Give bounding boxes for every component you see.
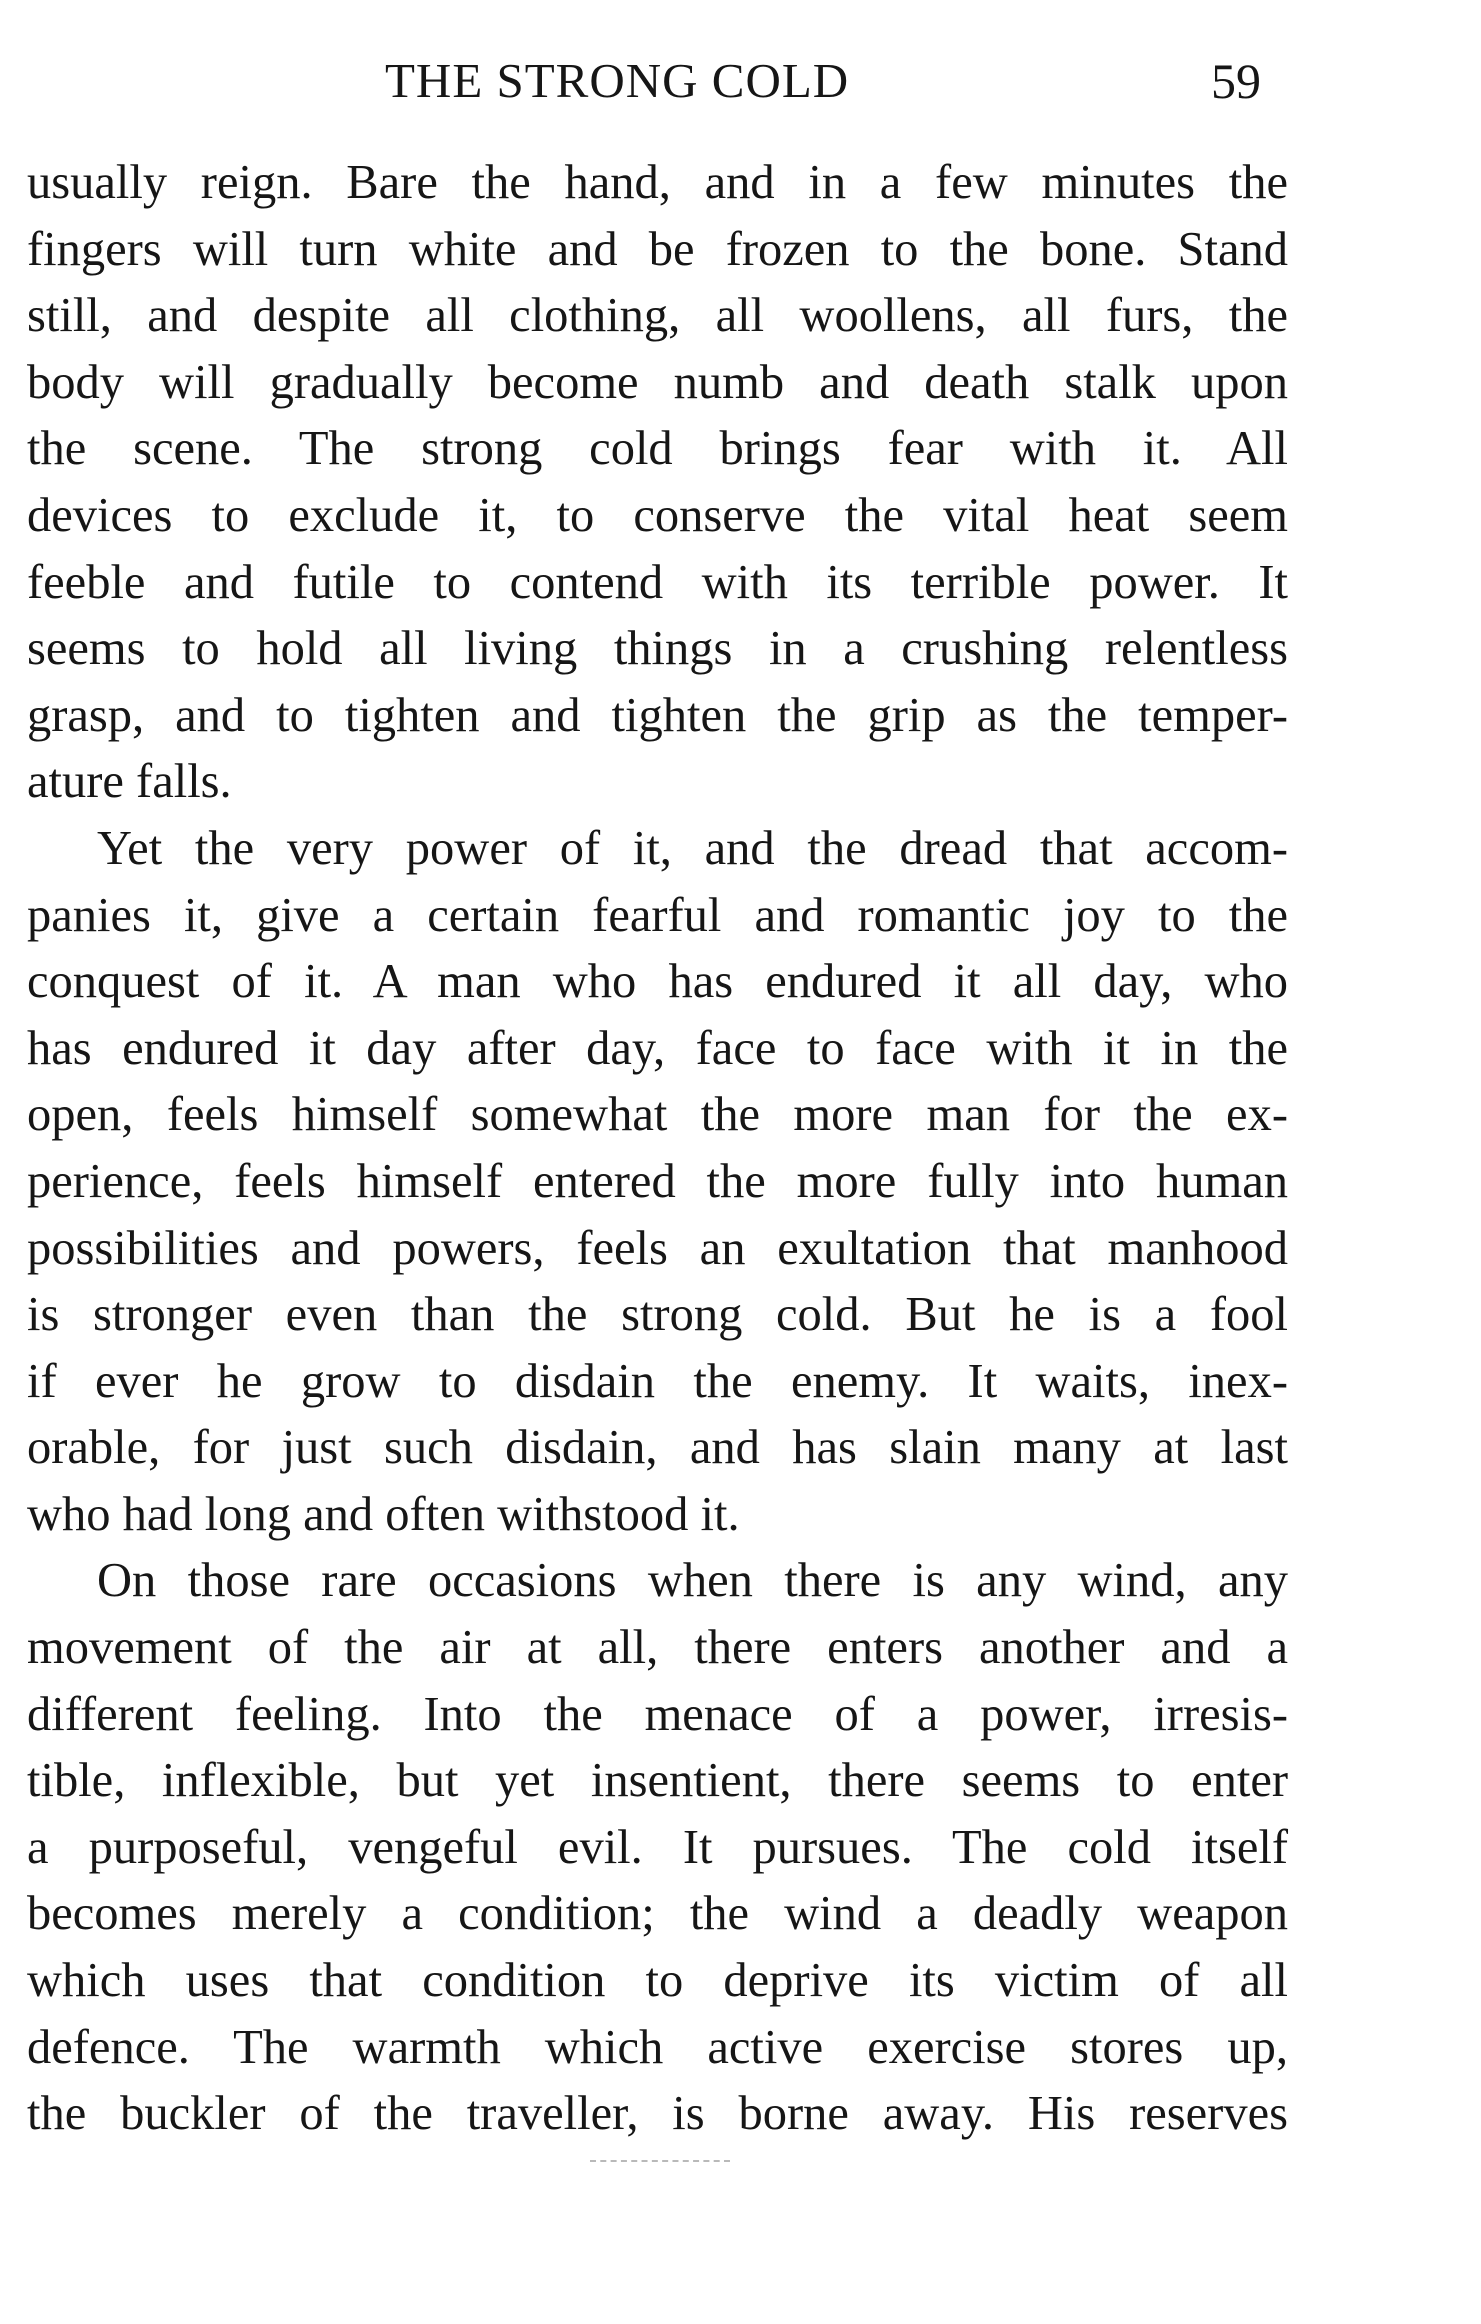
text-line: has endured it day after day, face to face with it in the: [27, 1021, 1288, 1075]
text-line: different feeling. Into the menace of a power, irresis-: [27, 1687, 1288, 1741]
text-line: becomes merely a condition; the wind a deadly weapon: [27, 1887, 1288, 1941]
text-line: feeble and futile to contend with its terrible power. It: [27, 555, 1288, 609]
text-line: ature falls.: [27, 755, 232, 809]
text-line: seems to hold all living things in a crushing relentless: [27, 622, 1288, 676]
text-line: orable, for just such disdain, and has slain many at last: [27, 1421, 1288, 1475]
printer-mark: [590, 2160, 730, 2166]
text-line: usually reign. Bare the hand, and in a few minutes the: [27, 156, 1288, 209]
text-line: fingers will turn white and be frozen to the bone. Stand: [27, 222, 1288, 276]
text-line: the buckler of the traveller, is borne away. His reserves: [27, 2087, 1288, 2141]
running-head: [0, 52, 1481, 122]
text-line: a purposeful, vengeful evil. It pursues. The cold itself: [27, 1820, 1288, 1874]
text-line: grasp, and to tighten and tighten the grip as the temper-: [27, 688, 1288, 742]
text-line: which uses that condition to deprive its victim of all: [27, 1954, 1288, 2008]
paragraph: [27, 150, 1288, 816]
text-line: panies it, give a certain fearful and romantic joy to the: [27, 888, 1288, 942]
paragraph: [27, 816, 1288, 1549]
text-line: devices to exclude it, to conserve the vital heat seem: [27, 488, 1288, 542]
page-number: 59: [1211, 53, 1261, 109]
text-line: the scene. The strong cold brings fear with it. All: [27, 422, 1288, 476]
text-line: body will gradually become numb and death stalk upon: [27, 355, 1288, 409]
text-line: who had long and often withstood it.: [27, 1487, 740, 1541]
text-line: open, feels himself somewhat the more man for the ex-: [27, 1088, 1288, 1142]
text-line: perience, feels himself entered the more fully into human: [27, 1154, 1288, 1208]
text-line: is stronger even than the strong cold. But he is a fool: [27, 1288, 1288, 1342]
text-line: defence. The warmth which active exercise stores up,: [27, 2020, 1288, 2074]
text-line: Yet the very power of it, and the dread that accom-: [97, 821, 1288, 875]
running-title: THE STRONG COLD: [385, 53, 850, 108]
text-line: if ever he grow to disdain the enemy. It waits, inex-: [27, 1354, 1288, 1408]
body-text: [27, 150, 1288, 2148]
text-line: conquest of it. A man who has endured it all day, who: [27, 955, 1288, 1009]
paragraph: [27, 1548, 1288, 2147]
text-line: still, and despite all clothing, all woollens, all furs, the: [27, 289, 1288, 343]
text-line: tible, inflexible, but yet insentient, there seems to enter: [27, 1754, 1288, 1808]
text-line: On those rare occasions when there is any wind, any: [97, 1554, 1288, 1608]
text-line: movement of the air at all, there enters another and a: [27, 1621, 1288, 1675]
text-line: possibilities and powers, feels an exultation that manhood: [27, 1221, 1288, 1275]
